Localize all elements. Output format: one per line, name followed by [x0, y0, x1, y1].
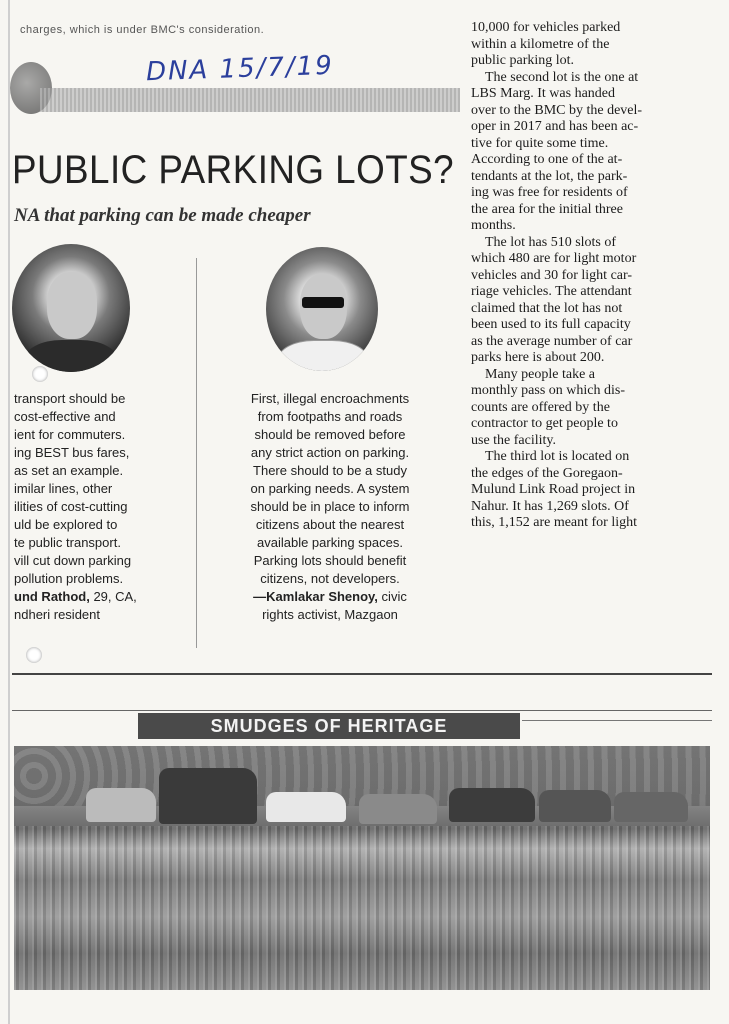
text-line: uld be explored to	[14, 517, 118, 532]
section-rule	[522, 720, 712, 721]
text-line: contractor to get people to	[471, 416, 618, 431]
section-rule	[12, 673, 712, 675]
text-line: on parking needs. A system	[250, 481, 410, 496]
street-photo	[14, 746, 710, 990]
column-divider	[196, 258, 197, 648]
header-band	[40, 88, 460, 112]
text-line: use the facility.	[471, 432, 557, 448]
text-line: as set an example.	[14, 463, 124, 478]
text-line: ing was free for residents of	[471, 185, 628, 200]
text-line: been used to its full capacity	[471, 317, 631, 332]
text-line: te public transport.	[14, 535, 121, 550]
text-line: ing BEST bus fares,	[14, 445, 130, 460]
sunglasses	[302, 297, 345, 308]
headline: PUBLIC PARKING LOTS?	[12, 148, 455, 192]
text-line: pollution problems.	[14, 571, 124, 586]
text-line: available parking spaces.	[257, 535, 403, 550]
text-line: months.	[471, 218, 516, 233]
car	[614, 792, 688, 822]
text-line: citizens, not developers.	[260, 571, 400, 586]
byline-name: —Kamlakar Shenoy,	[253, 589, 378, 604]
text-line: counts are offered by the	[471, 399, 610, 415]
middle-quote-column	[215, 390, 445, 624]
text-line: this, 1,152 are meant for light	[471, 515, 638, 530]
byline-place: rights activist, Mazgaon	[262, 607, 398, 622]
text-line: the edges of the Goregaon-	[471, 465, 623, 481]
text-line: over to the BMC by the devel-	[471, 102, 643, 118]
text-line: riage vehicles. The attendant	[471, 284, 632, 299]
text-line: as the average number of car	[471, 333, 633, 349]
handwritten-date-note: DNA 15/7/19	[145, 50, 335, 88]
text-line: ilities of cost-cutting	[14, 499, 128, 514]
cut-off-text: charges, which is under BMC's consideration.	[20, 24, 265, 36]
text-line: oper in 2017 and has been ac-	[471, 119, 639, 134]
byline-name: und Rathod,	[14, 589, 90, 604]
text-line: should be in place to inform	[250, 499, 410, 514]
text-line: tive for quite some time.	[471, 135, 609, 151]
text-line: LBS Marg. It was handed	[471, 86, 615, 101]
text-line: any strict action on parking.	[250, 445, 410, 460]
text-line: should be removed before	[254, 427, 406, 442]
punch-hole	[26, 647, 42, 663]
byline-place: ndheri resident	[14, 607, 100, 622]
text-line: citizens about the nearest	[255, 517, 405, 532]
text-line: There should to be a study	[253, 463, 407, 478]
car	[266, 792, 346, 822]
text-line: the area for the initial three	[471, 201, 623, 217]
text-line: 10,000 for vehicles parked	[471, 20, 621, 35]
car	[86, 788, 156, 822]
byline	[14, 588, 174, 606]
text-line: cost-effective and	[14, 409, 116, 424]
subheadline: NA that parking can be made cheaper	[14, 205, 311, 226]
shirt	[277, 340, 369, 371]
photo-section-banner: SMUDGES OF HERITAGE	[138, 713, 520, 739]
text-line: imilar lines, other	[14, 481, 113, 496]
text-line: The third lot is located on	[485, 449, 630, 464]
text-line: which 480 are for light motor	[471, 251, 637, 266]
byline	[215, 588, 445, 606]
punch-hole	[32, 366, 48, 382]
page-edge	[8, 0, 10, 1024]
car	[539, 790, 611, 822]
byline-details: 29, CA,	[89, 589, 137, 604]
section-rule	[12, 710, 712, 711]
text-line: monthly pass on which dis-	[471, 383, 625, 398]
text-line: The lot has 510 slots of	[485, 234, 617, 250]
right-article-column	[471, 20, 711, 532]
left-quote-column	[14, 390, 174, 624]
text-line: First, illegal encroachments	[250, 391, 410, 406]
text-line: vehicles and 30 for light car-	[471, 267, 633, 283]
car	[449, 788, 535, 822]
text-line: vill cut down parking	[14, 553, 132, 568]
text-line: tendants at the lot, the park-	[471, 168, 628, 184]
text-line: public parking lot.	[471, 53, 575, 68]
taxi	[159, 768, 257, 824]
text-line: According to one of the at-	[471, 152, 623, 167]
car	[359, 794, 437, 824]
text-line: Parking lots should benefit	[253, 553, 407, 568]
text-line: Mulund Link Road project in	[471, 482, 636, 497]
text-line: from footpaths and roads	[257, 409, 403, 424]
text-line: Many people take a	[485, 366, 596, 382]
text-line: within a kilometre of the	[471, 36, 610, 52]
text-line: The second lot is the one at	[485, 69, 639, 85]
text-line: Nahur. It has 1,269 slots. Of	[471, 498, 629, 514]
text-line: transport should be	[14, 391, 126, 406]
portrait-photo-left	[12, 244, 130, 372]
text-line: claimed that the lot has not	[471, 300, 623, 316]
byline-details: civic	[377, 589, 407, 604]
text-line: ient for commuters.	[14, 427, 126, 442]
water-reflection	[14, 826, 710, 990]
portrait-photo-middle	[266, 247, 378, 371]
text-line: parks here is about 200.	[471, 350, 605, 365]
face	[47, 272, 97, 339]
